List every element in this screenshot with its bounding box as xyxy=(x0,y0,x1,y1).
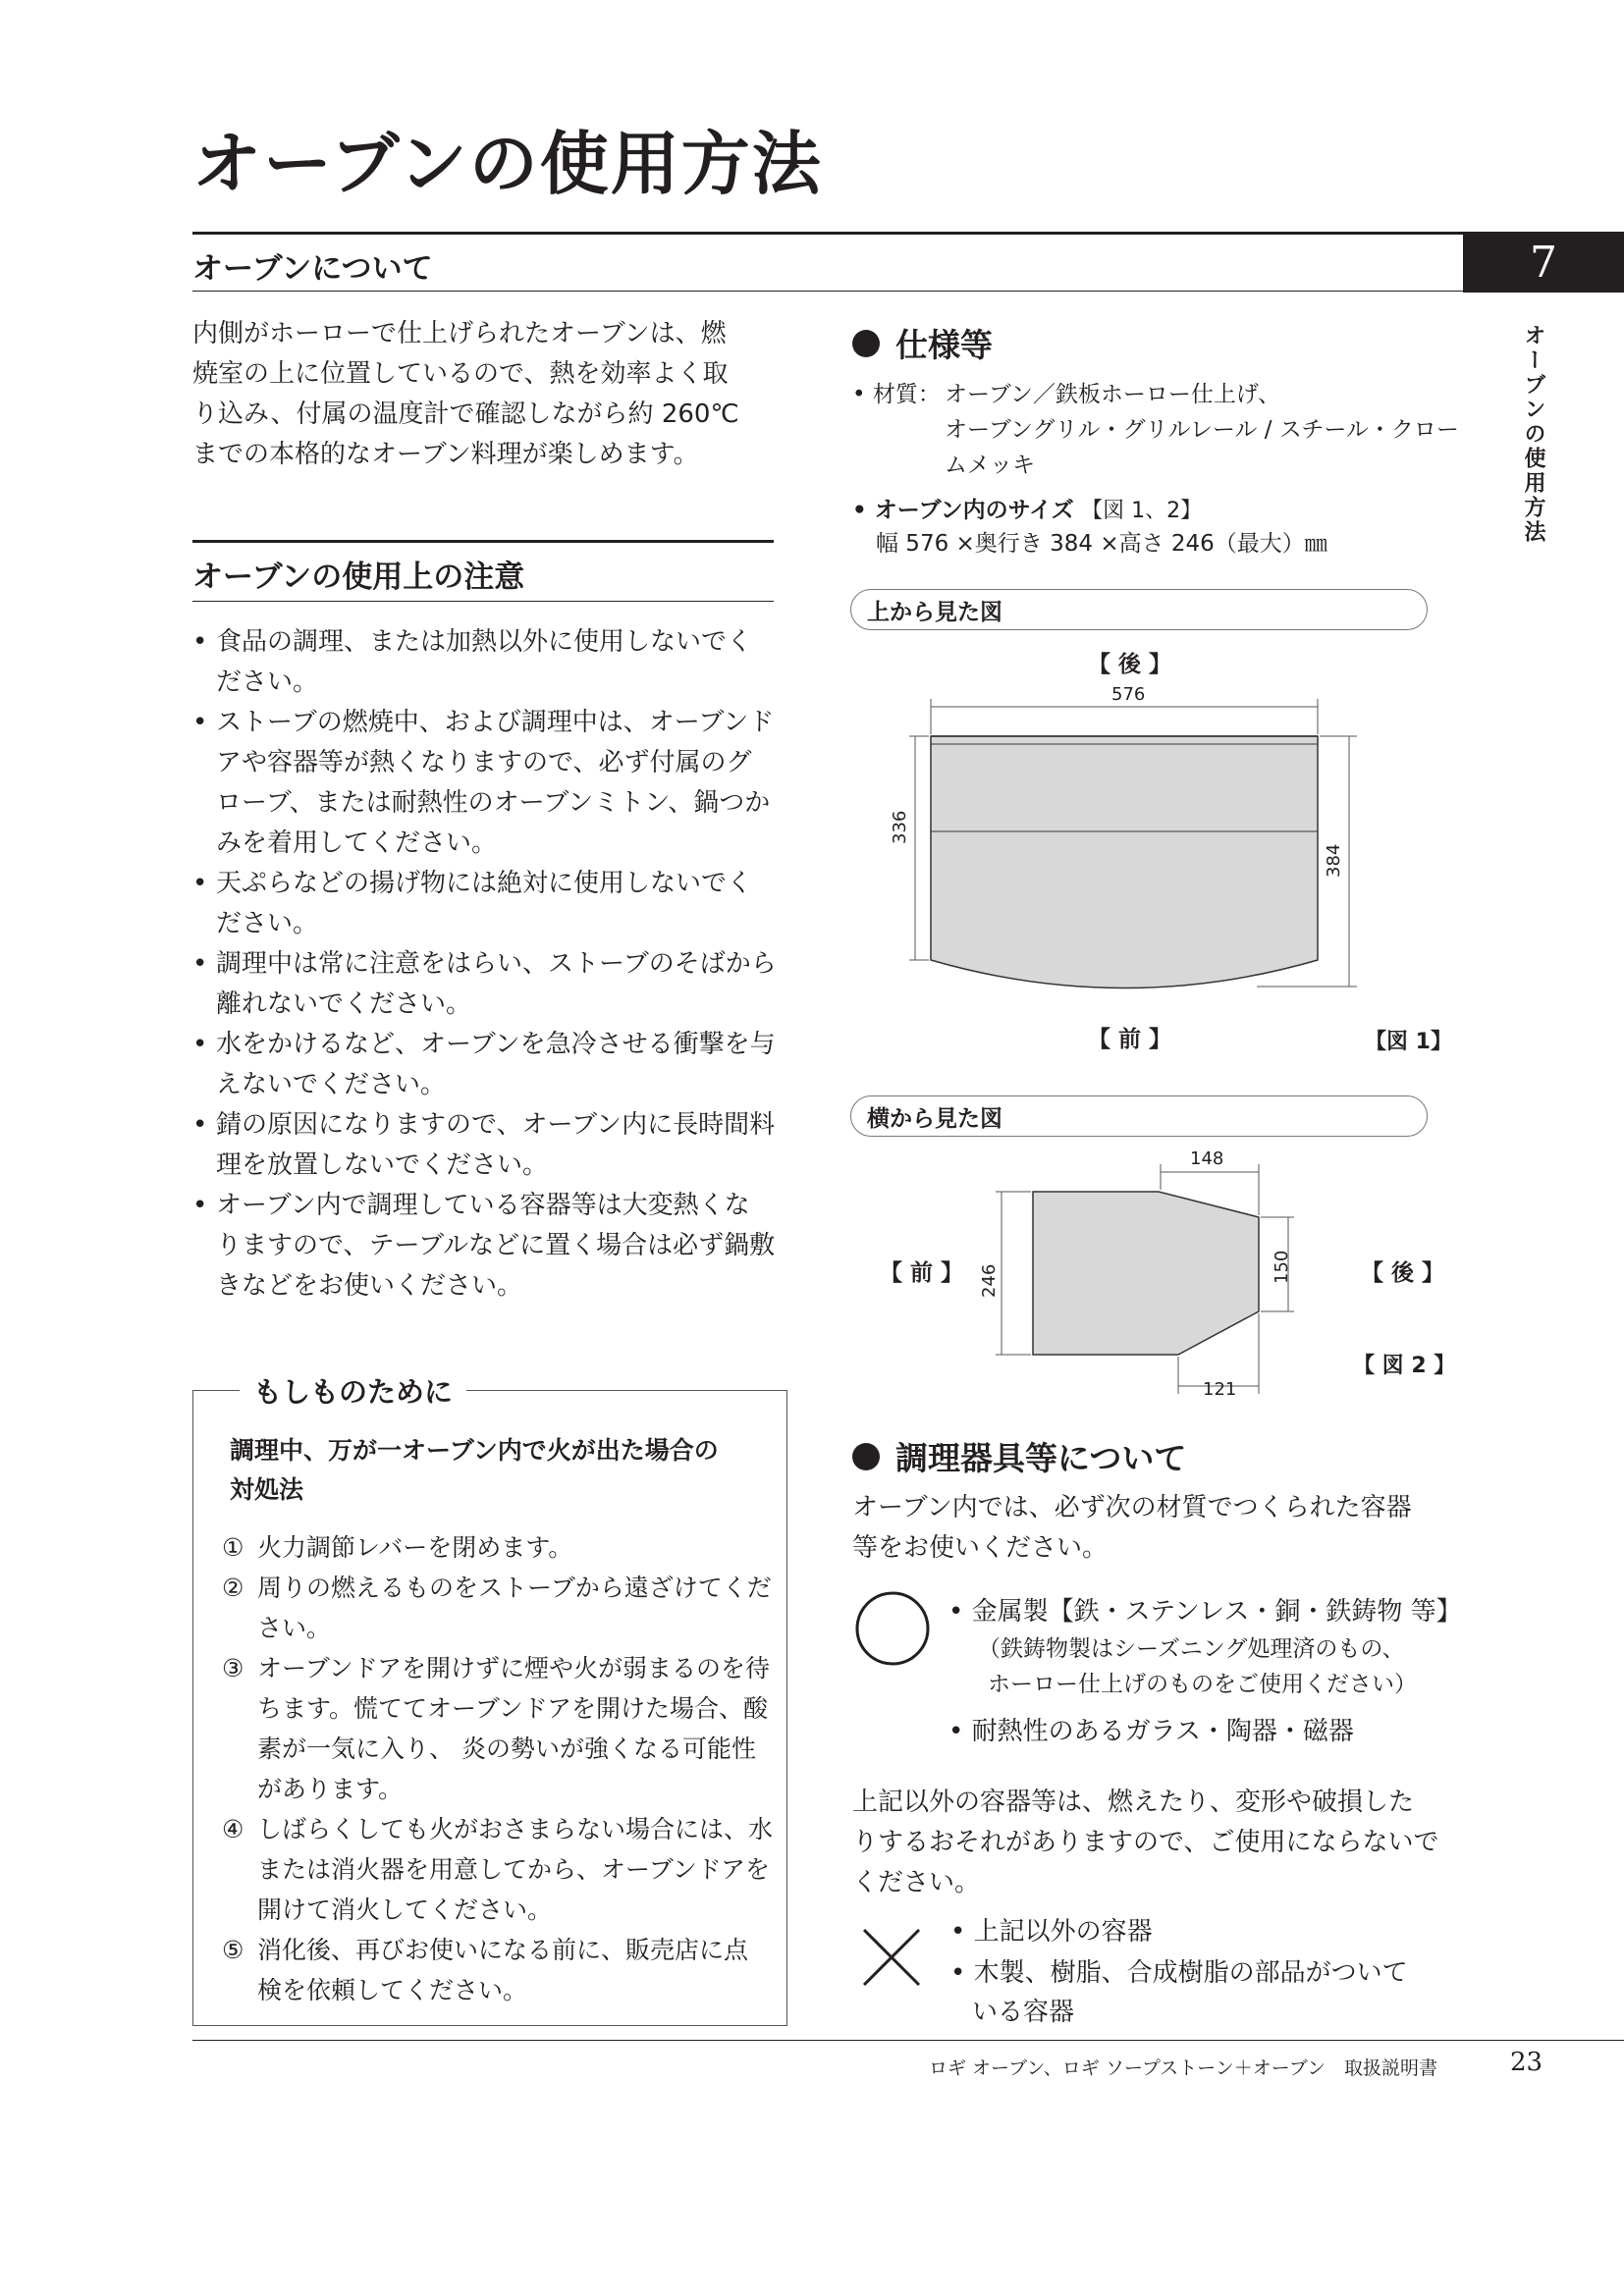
footer-rule xyxy=(192,2040,1624,2041)
cautions-top-rule xyxy=(192,540,774,543)
dim-depth-outer: 384 xyxy=(1324,843,1344,878)
list-item: • 天ぷらなどの揚げ物には絶対に使用しないでく ださい。 xyxy=(192,864,791,944)
emergency-steps xyxy=(222,1527,782,2010)
dim-depth-inner: 336 xyxy=(890,810,910,844)
header-underline xyxy=(192,291,1465,292)
ng-item-other: • 上記以外の容器 xyxy=(950,1917,1153,1947)
side-view-front-label: 【 前 】 xyxy=(880,1260,964,1286)
list-item: • 錆の原因になりますので、オーブン内に長時間料 理を放置しないでください。 xyxy=(192,1105,791,1186)
footer-text: ロギ オーブン、ロギ ソープストーン＋オーブン 取扱説明書 xyxy=(929,2057,1438,2079)
ng-item-wood: • 木製、樹脂、合成樹脂の部品がついて いる容器 xyxy=(950,1958,1408,2027)
top-view-diagram xyxy=(884,677,1394,1011)
bullet-dot-icon xyxy=(852,1443,880,1470)
dim-width: 576 xyxy=(1111,684,1146,705)
header-rule xyxy=(192,232,1465,235)
page-number: 23 xyxy=(1510,2048,1543,2077)
specs-heading: 仕様等 xyxy=(852,320,993,366)
ok-circle-icon xyxy=(852,1588,933,1669)
specs-size: • オーブン内のサイズ 【図 1、2】 xyxy=(852,498,1203,523)
emergency-title: もしものために xyxy=(240,1370,466,1411)
side-view-diagram xyxy=(982,1158,1316,1404)
bullet-dot-icon xyxy=(852,330,880,357)
ok-item-metal: • 金属製【鉄・ステンレス・銅・鉄鋳物 等】 xyxy=(948,1597,1462,1627)
utensils-heading: 調理器具等について xyxy=(852,1433,1186,1479)
side-view-back-label: 【 後 】 xyxy=(1361,1260,1445,1286)
cautions-bottom-rule xyxy=(192,601,774,602)
list-item: • ストーブの燃焼中、および調理中は、オーブンド アや容器等が熱くなりますので、必ず付属のグ ローブ、または耐熱性のオーブンミトン、鍋つか みを着用してください。 xyxy=(192,703,791,864)
list-item: • 水をかけるなど、オーブンを急冷させる衝撃を与 えないでください。 xyxy=(192,1025,791,1105)
dim-side-top: 148 xyxy=(1190,1148,1224,1169)
top-view-pill: 上から見た図 xyxy=(850,589,1428,630)
chapter-number: 7 xyxy=(1463,232,1624,293)
section-heading-cautions: オーブンの使用上の注意 xyxy=(192,560,525,595)
top-view-front-label: 【 前 】 xyxy=(1088,1027,1172,1052)
utensils-intro: オーブン内では、必ず次の材質でつくられた容器 等をお使いください。 xyxy=(852,1493,1412,1563)
section-heading-about: オーブンについて xyxy=(192,251,433,287)
page-title: オーブンの使用方法 xyxy=(192,123,823,204)
ok-item-note: （鉄鋳物製はシーズニング処理済のもの、 ホーロー仕上げのものをご使用ください） xyxy=(978,1636,1417,1697)
list-item: ④ しばらくしても火がおさまらない場合には、水 または消火器を用意してから、オーブンドアを 開けて消火してください。 xyxy=(222,1815,774,1924)
list-item: ① 火力調節レバーを閉めます。 xyxy=(222,1533,573,1562)
ok-item-glass: • 耐熱性のあるガラス・陶器・磁器 xyxy=(948,1717,1354,1746)
list-item: ⑤ 消化後、再びお使いになる前に、販売店に点 検を依頼してください。 xyxy=(222,1936,749,2004)
specs-material: オーブン／鉄板ホーロー仕上げ、 オーブングリル・グリルレール / スチール・クロー ムメッキ xyxy=(945,382,1459,478)
dim-side-bottom: 121 xyxy=(1203,1379,1237,1400)
side-view-pill: 横から見た図 xyxy=(850,1095,1428,1137)
dim-side-height-back: 150 xyxy=(1272,1250,1292,1284)
top-view-fig-label: 【図 1】 xyxy=(1365,1030,1452,1054)
utensils-warning: 上記以外の容器等は、燃えたり、変形や破損した りするおそれがありますので、ご使用にならないで ください。 xyxy=(852,1788,1439,1897)
ng-cross-icon xyxy=(860,1926,923,1989)
top-view-back-label: 【 後 】 xyxy=(1088,652,1172,677)
list-item: ② 周りの燃えるものをストーブから遠ざけてくだ さい。 xyxy=(222,1574,772,1642)
specs-material-label: • 材質： xyxy=(852,382,941,407)
specs-size-value: 幅 576 ×奥行き 384 ×高さ 246（最大）㎜ xyxy=(876,531,1327,557)
side-view-fig-label: 【 図 2 】 xyxy=(1353,1354,1456,1378)
list-item: • 食品の調理、または加熱以外に使用しないでく ださい。 xyxy=(192,622,791,703)
list-item: ③ オーブンドアを開けずに煙や火が弱まるのを待 ちます。慌ててオーブンドアを開けた場合、酸 素が一気に入り、 炎の勢いが強くなる可能性 があります。 xyxy=(222,1654,771,1803)
cautions-list xyxy=(192,622,791,1307)
dim-side-height-front: 246 xyxy=(979,1263,1000,1298)
list-item: • オーブン内で調理している容器等は大変熱くな りますので、テーブルなどに置く場合は必ず鍋敷 きなどをお使いください。 xyxy=(192,1186,791,1307)
emergency-subtitle: 調理中、万が一オーブン内で火が出た場合の 対処法 xyxy=(230,1436,719,1504)
chapter-side-label: オーブンの使用方法 xyxy=(1521,324,1546,545)
list-item: • 調理中は常に注意をはらい、ストーブのそばから 離れないでください。 xyxy=(192,944,791,1025)
about-text: 内側がホーローで仕上げられたオーブンは、燃 焼室の上に位置しているので、熱を効率よく取 り込み、付属の温度計で確認しながら約 260℃ までの本格的なオーブン料理が楽しめます。 xyxy=(192,319,739,469)
